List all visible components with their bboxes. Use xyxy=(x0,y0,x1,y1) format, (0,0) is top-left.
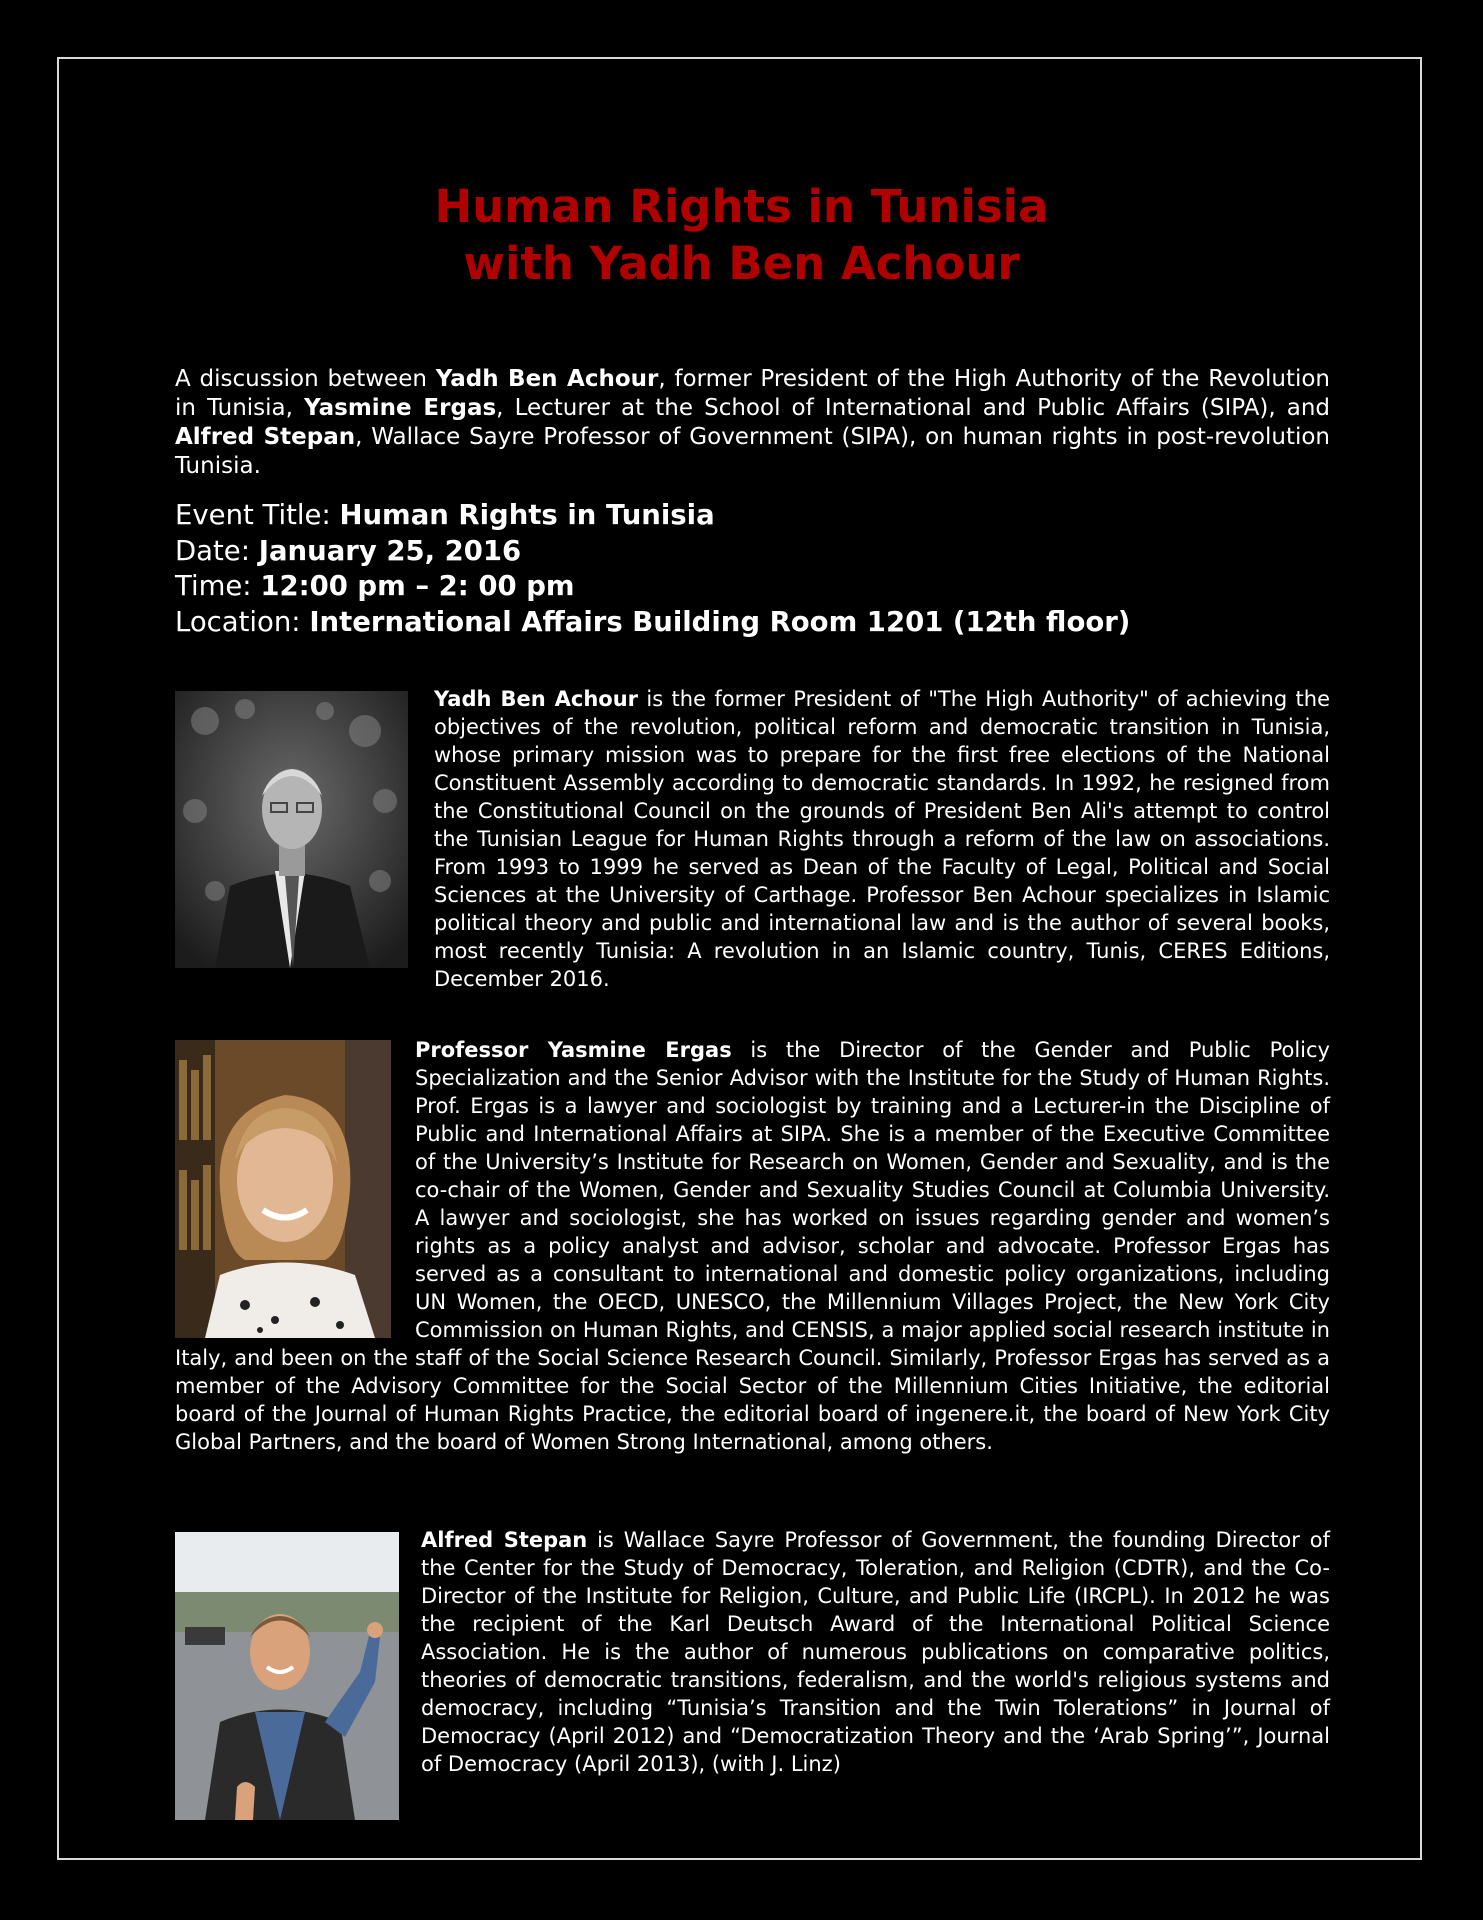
detail-label: Event Title: xyxy=(175,499,340,531)
detail-value: January 25, 2016 xyxy=(258,534,522,567)
portrait-yadh-ben-achour xyxy=(175,691,408,968)
event-location-row xyxy=(175,605,1330,641)
event-title-row xyxy=(175,498,1330,534)
intro-text: , Wallace Sayre Professor of Government (SIPA), on human rights in post-revolution Tunisia. xyxy=(175,424,1330,479)
bio-yadh-ben-achour xyxy=(175,685,1330,993)
event-time-row xyxy=(175,569,1330,605)
title-line-1: Human Rights in Tunisia xyxy=(434,180,1049,233)
detail-label: Location: xyxy=(175,605,310,638)
speaker-name: Yasmine Ergas xyxy=(304,395,497,421)
intro-text: , Lecturer at the School of International and Public Affairs (SIPA), and xyxy=(496,395,1331,421)
speaker-name: Alfred Stepan xyxy=(175,424,356,450)
bio-text: is the Director of the Gender and Public Policy Specialization and the Senior Advisor with the Institute for the Study of Human Rights. Prof. Ergas is a lawyer and sociologist by training and a Lecturer-in the Discipline of Public and International Affairs at SIPA. She is a member of the Executive Committee of the University’s Institute for Research on Women, Gender and Sexuality, and is the co-chair of the Women, Gender and Sexuality Studies Council at Columbia University. A lawyer and sociologist, she has worked on issues regarding gender and women’s rights as a policy analyst and advisor, scholar and advocate. Professor Ergas has served as a consultant to international and domestic policy organizations, including UN Women, the OECD, UNESCO, the Millennium Villages Project, the New York City Commission on Human Rights, and CENSIS, a major applied social research institute in Italy, and been on the staff of the Social Science Research Council. Similarly, Professor Ergas has served as a member of the Advisory Committee for the Social Sector of the Millennium Cities Initiative, the editorial board of the Journal of Human Rights Practice, the editorial board of ingenere.it, the board of New York City Global Partners, and the board of Women Strong International, among others. xyxy=(175,1038,1330,1454)
intro-paragraph xyxy=(175,365,1330,481)
detail-value: International Affairs Building Room 1201 (12th floor) xyxy=(309,605,1131,638)
portrait-alfred-stepan xyxy=(175,1532,399,1820)
bio-text: is the former President of "The High Authority" of achieving the objectives of the revolution, political reform and democratic transition in Tunisia, whose primary mission was to prepare for the first free elections of the National Constituent Assembly according to democratic standards. In 1992, he resigned from the Constitutional Council on the grounds of President Ben Ali's attempt to control the Tunisian League for Human Rights through a reform of the law on associations. From 1993 to 1999 he served as Dean of the Faculty of Legal, Political and Social Sciences at the University of Carthage. Professor Ben Achour specializes in Islamic political theory and public and international law and is the author of several books, most recently Tunisia: A revolution in an Islamic country, Tunis, CERES Editions, December 2016. xyxy=(434,687,1330,991)
event-date-row xyxy=(175,534,1330,570)
bio-name: Alfred Stepan xyxy=(421,1528,588,1552)
detail-value: 12:00 pm – 2: 00 pm xyxy=(260,570,575,602)
portrait-yasmine-ergas xyxy=(175,1040,391,1338)
bio-name: Yadh Ben Achour xyxy=(434,687,639,711)
title-line-2: with Yadh Ben Achour xyxy=(463,237,1020,290)
event-details xyxy=(175,498,1330,640)
bio-text: is Wallace Sayre Professor of Government, the founding Director of the Center for the Study of Democracy, Toleration, and Religion (CDTR), and the Co-Director of the Institute for Religion, Culture, and Public Life (IRCPL). In 2012 he was the recipient of the Karl Deutsch Award of the International Political Science Association. He is the author of numerous publications on comparative politics, theories of democratic transitions, federalism, and the world's religious systems and democracy, including “Tunisia’s Transition and the Twin Tolerations” in Journal of Democracy (April 2012) and “Democratization Theory and the ‘Arab Spring’”, Journal of Democracy (April 2013), (with J. Linz) xyxy=(421,1528,1330,1776)
detail-value: Human Rights in Tunisia xyxy=(339,499,715,531)
speaker-name: Yadh Ben Achour xyxy=(435,366,659,392)
detail-label: Date: xyxy=(175,534,259,567)
page-title xyxy=(0,178,1483,292)
bio-alfred-stepan xyxy=(175,1526,1330,1820)
intro-text: A discussion between xyxy=(175,366,436,392)
detail-label: Time: xyxy=(175,570,261,602)
bio-name: Professor Yasmine Ergas xyxy=(415,1038,732,1062)
intro-text: , former President of the High Authority of the Revolution in Tunisia, xyxy=(175,366,1330,421)
bio-yasmine-ergas xyxy=(175,1036,1330,1456)
